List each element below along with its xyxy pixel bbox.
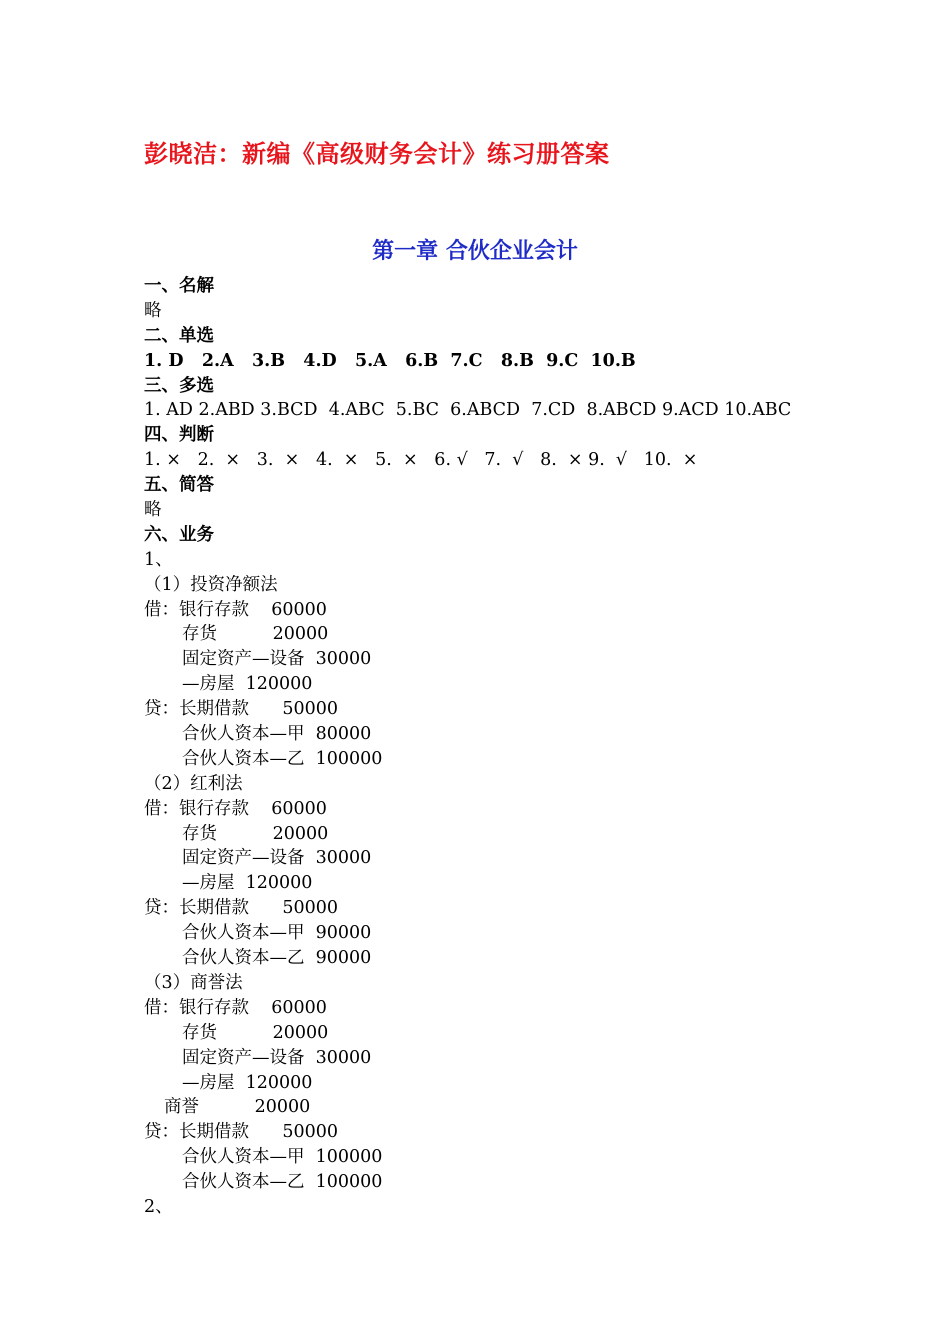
- text-line: 借：银行存款 60000: [144, 798, 327, 819]
- text-line: 存货 20000: [182, 1022, 329, 1043]
- text-line: 借：银行存款 60000: [144, 599, 327, 620]
- document-title: 彭晓洁：新编《高级财务会计》练习册答案: [144, 139, 610, 168]
- text-line: 合伙人资本—甲 90000: [182, 923, 372, 944]
- text-line: （3）商誉法: [144, 972, 243, 993]
- text-line: —房屋 120000: [182, 873, 313, 894]
- section-heading: 一、名解: [144, 276, 214, 296]
- text-line: 商誉 20000: [164, 1097, 311, 1118]
- text-line: 略: [144, 500, 162, 521]
- text-line: 合伙人资本—甲 80000: [182, 724, 372, 745]
- text-line: （1）投资净额法: [144, 574, 278, 595]
- section-heading: 1. D 2.A 3.B 4.D 5.A 6.B 7.C 8.B 9.C 10.B: [144, 350, 636, 371]
- section-heading: 六、业务: [144, 524, 214, 545]
- text-line: 固定资产—设备 30000: [182, 848, 372, 869]
- text-line: 合伙人资本—乙 100000: [182, 1172, 383, 1193]
- section-heading: 三、多选: [144, 375, 214, 396]
- section-heading: 四、判断: [144, 425, 214, 446]
- section-heading: 五、简答: [144, 475, 214, 496]
- document-body: [144, 274, 924, 1220]
- text-line: （2）红利法: [144, 773, 243, 794]
- text-line: 贷：长期借款 50000: [144, 898, 339, 919]
- text-line: —房屋 120000: [182, 1072, 313, 1093]
- text-line: 固定资产—设备 30000: [182, 1047, 372, 1068]
- text-line: 合伙人资本—乙 90000: [182, 948, 372, 969]
- text-line: —房屋 120000: [182, 674, 313, 695]
- chapter-title: 第一章 合伙企业会计: [372, 238, 578, 264]
- text-line: 贷：长期借款 50000: [144, 1122, 339, 1143]
- section-heading: 二、单选: [144, 325, 214, 346]
- text-line: 2、: [144, 1196, 173, 1217]
- text-line: 合伙人资本—甲 100000: [182, 1147, 383, 1168]
- text-line: 存货 20000: [182, 624, 329, 645]
- text-line: 略: [144, 300, 162, 321]
- text-line: 存货 20000: [182, 823, 329, 844]
- text-line: 1. × 2. × 3. × 4. × 5. × 6. √ 7. √ 8. × 9. √ 10. ×: [144, 450, 698, 471]
- text-line: 1. AD 2.ABD 3.BCD 4.ABC 5.BC 6.ABCD 7.CD 8.ABCD 9.ACD 10.ABC: [144, 400, 792, 421]
- text-line: 固定资产—设备 30000: [182, 649, 372, 670]
- text-line: 借：银行存款 60000: [144, 997, 327, 1018]
- text-line: 1、: [144, 549, 173, 570]
- text-line: 贷：长期借款 50000: [144, 699, 339, 720]
- text-line: 合伙人资本—乙 100000: [182, 748, 383, 769]
